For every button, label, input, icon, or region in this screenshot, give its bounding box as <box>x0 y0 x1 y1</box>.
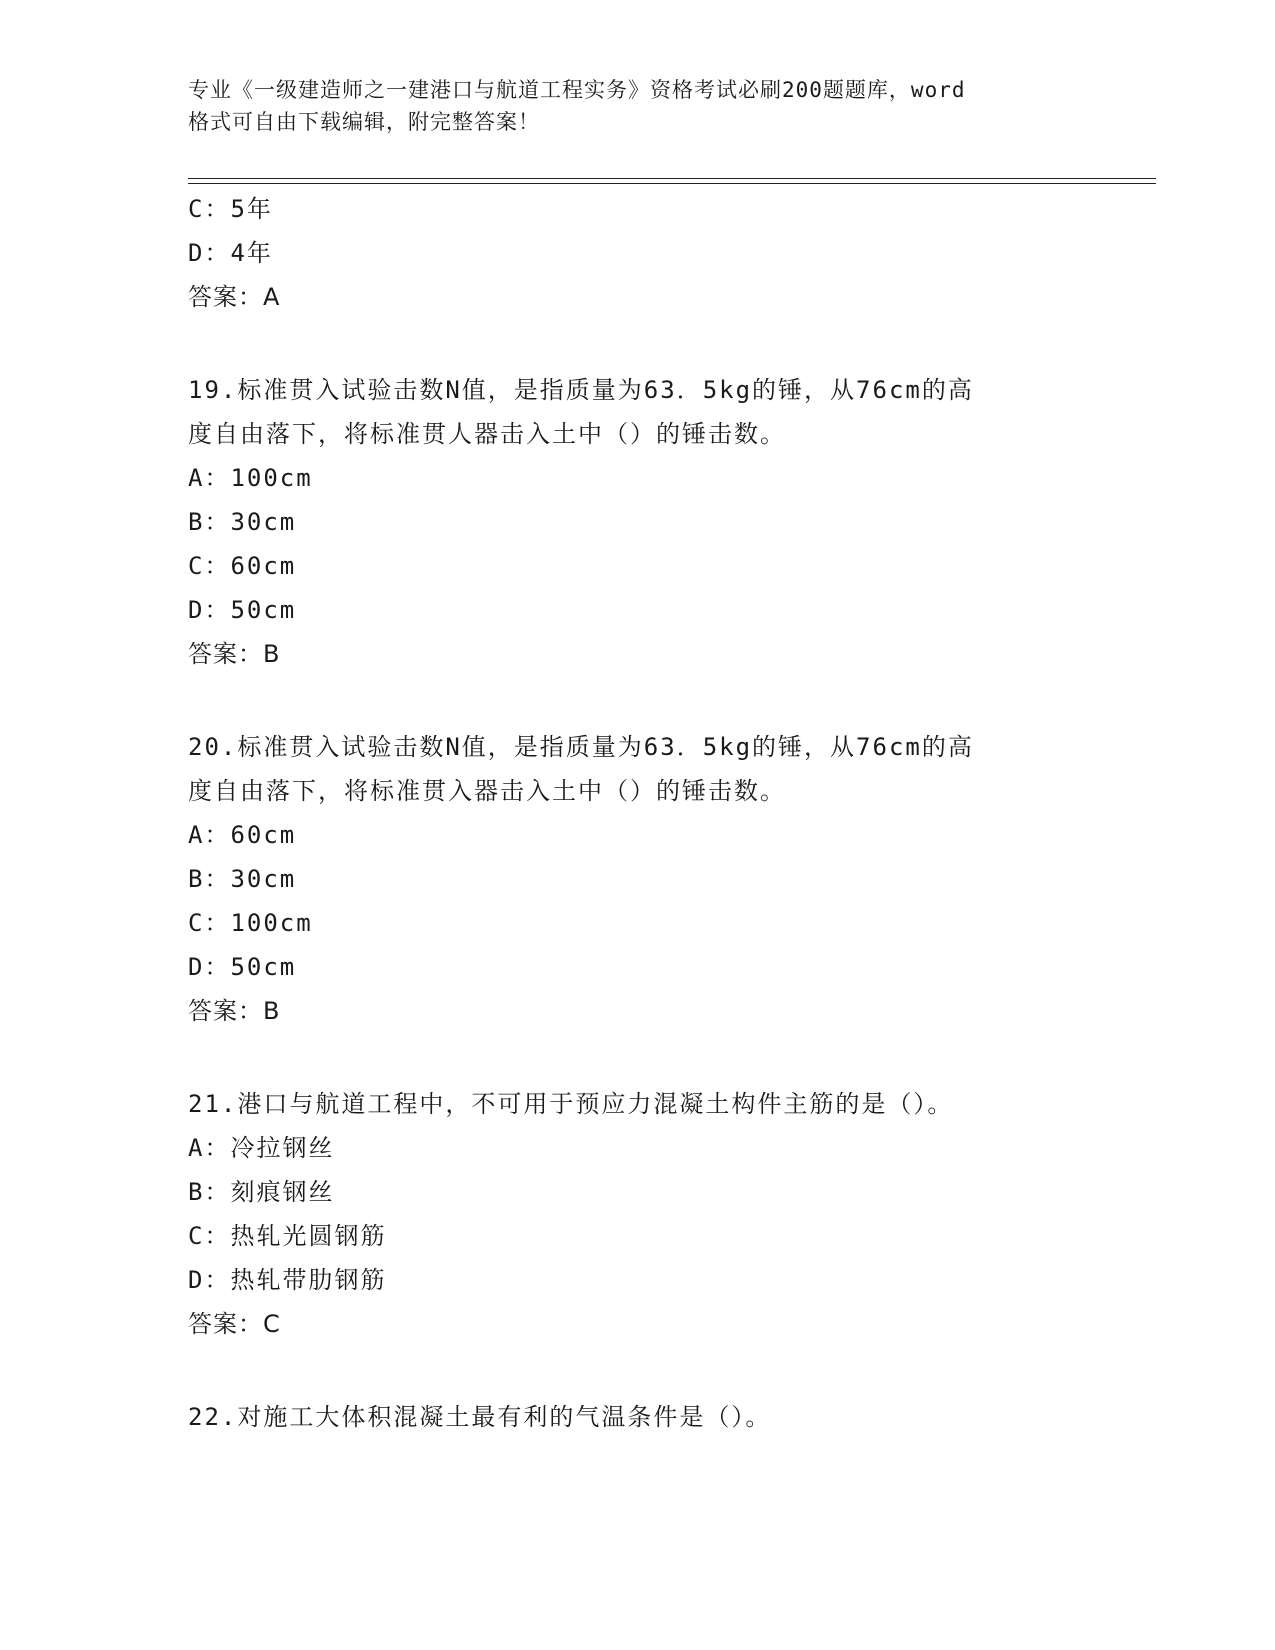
q21-option-a: A：冷拉钢丝 <box>188 1134 335 1162</box>
q20-stem-line-1: 20.标准贯入试验击数N值，是指质量为63．5kg的锤，从76cm的高 <box>188 733 974 761</box>
q19-stem-line-1: 19.标准贯入试验击数N值，是指质量为63．5kg的锤，从76cm的高 <box>188 376 974 404</box>
q19-stem-line-2: 度自由落下，将标准贯人器击入土中（）的锤击数。 <box>188 420 786 448</box>
q20-option-a: A：60cm <box>188 821 297 849</box>
q20-option-b: B：30cm <box>188 865 297 893</box>
q19-option-d: D：50cm <box>188 596 297 624</box>
q20-option-d: D：50cm <box>188 953 297 981</box>
q21-answer: 答案：C <box>188 1310 281 1338</box>
header-title-line-2: 格式可自由下载编辑，附完整答案！ <box>188 110 540 134</box>
prev-answer: 答案：A <box>188 283 281 311</box>
header-title-line-1: 专业《一级建造师之一建港口与航道工程实务》资格考试必刷200题题库，word <box>188 78 966 102</box>
q21-option-c: C：热轧光圆钢筋 <box>188 1222 387 1250</box>
q20-answer: 答案：B <box>188 997 281 1025</box>
q21-stem: 21.港口与航道工程中，不可用于预应力混凝土构件主筋的是（）。 <box>188 1090 954 1118</box>
prev-option-c: C：5年 <box>188 195 273 223</box>
q20-stem-line-2: 度自由落下，将标准贯入器击入土中（）的锤击数。 <box>188 777 786 805</box>
q19-answer: 答案：B <box>188 640 281 668</box>
header-divider-top <box>188 178 1156 179</box>
q19-option-c: C：60cm <box>188 552 297 580</box>
q22-stem: 22.对施工大体积混凝土最有利的气温条件是（）。 <box>188 1403 772 1431</box>
prev-option-d: D：4年 <box>188 239 273 267</box>
header-divider-bottom <box>188 183 1156 184</box>
q20-option-c: C：100cm <box>188 909 313 937</box>
q19-option-b: B：30cm <box>188 508 297 536</box>
q19-option-a: A：100cm <box>188 464 313 492</box>
document-header <box>188 74 1088 138</box>
q21-option-b: B：刻痕钢丝 <box>188 1178 335 1206</box>
q21-option-d: D：热轧带肋钢筋 <box>188 1266 387 1294</box>
